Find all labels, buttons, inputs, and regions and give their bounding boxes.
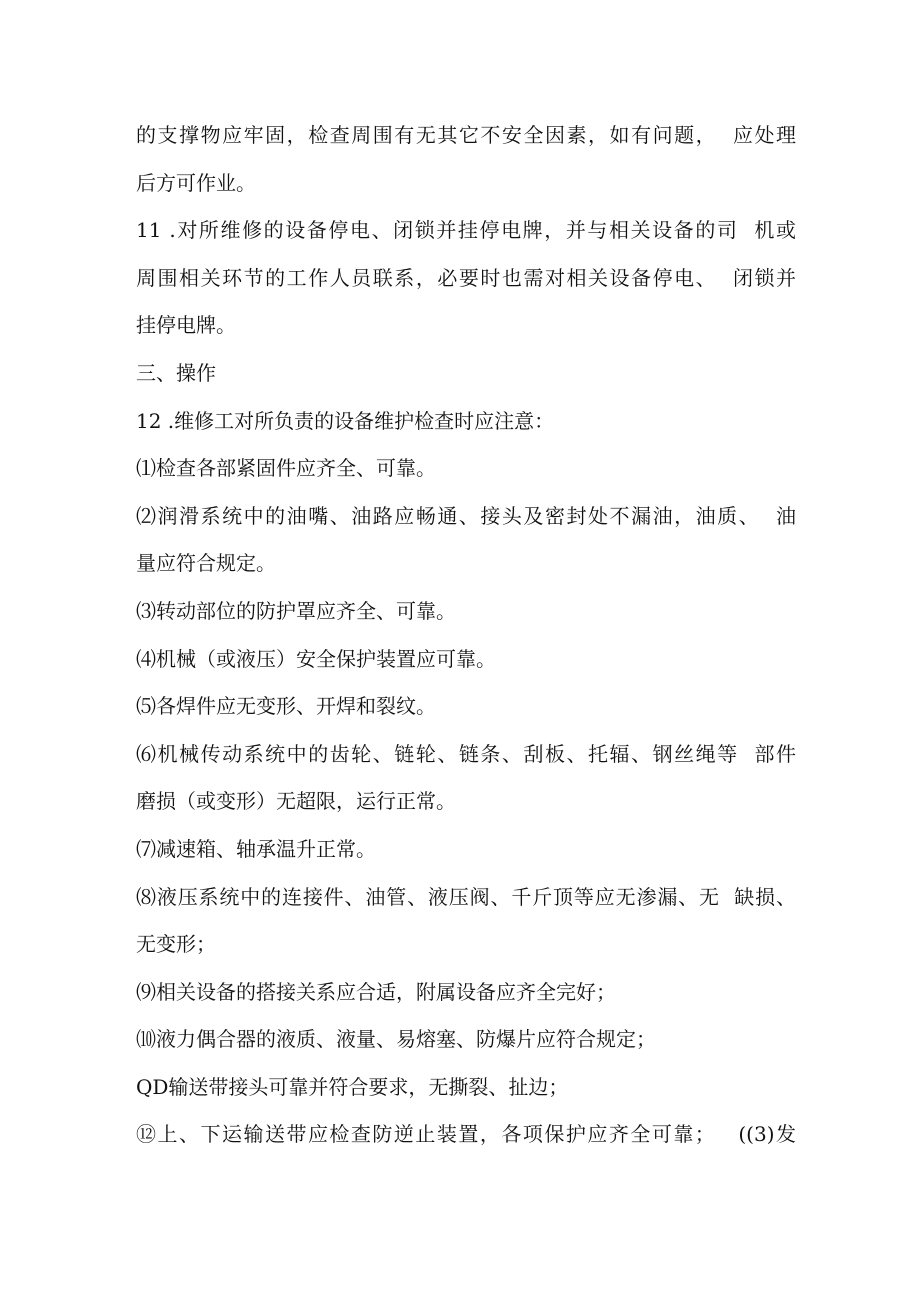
- document-body: [136, 112, 796, 1159]
- list-item-12: ⑫上、下运输送带应检查防逆止装置，各项保护应齐全可靠； ((3)发: [136, 1122, 796, 1147]
- text-line-2: 后方可作业。: [136, 170, 256, 195]
- list-item-1: ⑴检查各部紧固件应齐全、可靠。: [136, 456, 436, 481]
- list-item-7: ⑺减速箱、轴承温升正常。: [136, 836, 376, 861]
- list-item-9: ⑼相关设备的搭接关系应合适，附属设备应齐全完好；: [136, 979, 616, 1004]
- text-line-7: 12 .维修工对所负责的设备维护检查时应注意：: [136, 408, 555, 433]
- list-item-6-cont: 磨损（或变形）无超限，运行正常。: [136, 789, 456, 814]
- text-line-5: 挂停电牌。: [136, 313, 236, 338]
- list-item-8-cont: 无变形；: [136, 932, 216, 957]
- list-item-5: ⑸各焊件应无变形、开焊和裂纹。: [136, 694, 436, 719]
- text-line-3: 11 .对所维修的设备停电、闭锁并挂停电牌，并与相关设备的司 机或: [136, 218, 796, 243]
- list-item-11: QD输送带接头可靠并符合要求，无撕裂、扯边；: [136, 1074, 569, 1099]
- list-item-4: ⑷机械（或液压）安全保护装置应可靠。: [136, 646, 496, 671]
- list-item-10: ⑽液力偶合器的液质、液量、易熔塞、防爆片应符合规定；: [136, 1027, 656, 1052]
- list-item-8: ⑻液压系统中的连接件、油管、液压阀、千斤顶等应无渗漏、无 缺损、: [136, 884, 796, 909]
- list-item-2: ⑵润滑系统中的油嘴、油路应畅通、接头及密封处不漏油，油质、 油: [136, 503, 796, 528]
- section-heading-operation: 三、操作: [136, 360, 216, 385]
- list-item-2-cont: 量应符合规定。: [136, 551, 276, 576]
- list-item-6: ⑹机械传动系统中的齿轮、链轮、链条、刮板、托辐、钢丝绳等 部件: [136, 741, 796, 766]
- list-item-3: ⑶转动部位的防护罩应齐全、可靠。: [136, 598, 456, 623]
- text-line-1: 的支撑物应牢固，检查周围有无其它不安全因素，如有问题， 应处理: [136, 123, 796, 147]
- text-line-4: 周围相关环节的工作人员联系，必要时也需对相关设备停电、 闭锁并: [136, 265, 796, 290]
